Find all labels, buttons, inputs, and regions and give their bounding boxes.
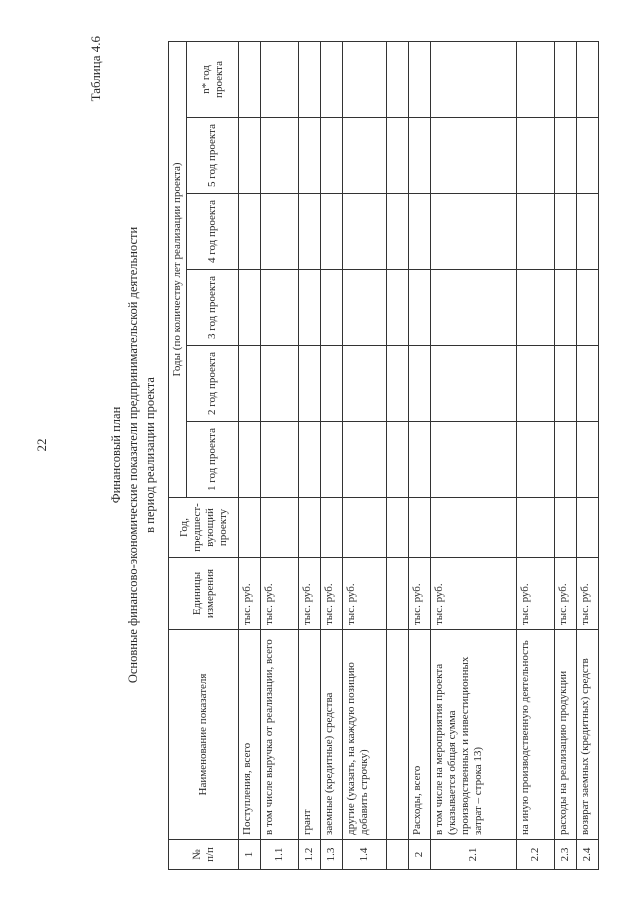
- table-row: [239, 41, 261, 869]
- row-name: в том числе на мероприятия проекта (указывается общая сумма производственных и инвестиционных затрат – строка 13): [431, 630, 517, 840]
- value-cell: [409, 346, 431, 422]
- value-cell: [409, 270, 431, 346]
- value-cell: [299, 498, 321, 558]
- value-cell: [343, 118, 387, 194]
- value-cell: [321, 422, 343, 498]
- value-cell: [239, 118, 261, 194]
- value-cell: [261, 346, 299, 422]
- table-subtitle-line-2: в период реализации проекта: [143, 377, 157, 533]
- value-cell: [299, 194, 321, 270]
- row-number: 1.3: [321, 840, 343, 870]
- value-cell: [387, 194, 409, 270]
- table-row: [517, 41, 555, 869]
- value-cell: [261, 270, 299, 346]
- row-number: 1.2: [299, 840, 321, 870]
- row-unit: тыс. руб.: [299, 558, 321, 630]
- value-cell: [299, 422, 321, 498]
- header-num: № п/п: [169, 840, 239, 870]
- value-cell: [343, 194, 387, 270]
- header-unit: Единицы измерения: [169, 558, 239, 630]
- value-cell: [577, 346, 599, 422]
- table-number: Таблица 4.6: [88, 36, 103, 102]
- value-cell: [517, 41, 555, 117]
- value-cell: [343, 422, 387, 498]
- value-cell: [431, 346, 517, 422]
- table-row: [343, 41, 387, 869]
- table-heading: [108, 30, 159, 880]
- header-year-n: n* год проекта: [187, 41, 239, 117]
- value-cell: [577, 270, 599, 346]
- table-title: Финансовый план: [109, 406, 123, 504]
- row-unit: тыс. руб.: [577, 558, 599, 630]
- row-name: заемные (кредитные) средства: [321, 630, 343, 840]
- row-name: расходы на реализацию продукции: [555, 630, 577, 840]
- value-cell: [555, 422, 577, 498]
- row-name: в том числе выручка от реализации, всего: [261, 630, 299, 840]
- value-cell: [321, 346, 343, 422]
- row-number: 2.2: [517, 840, 555, 870]
- value-cell: [343, 498, 387, 558]
- value-cell: [239, 422, 261, 498]
- value-cell: [321, 270, 343, 346]
- value-cell: [431, 270, 517, 346]
- value-cell: [409, 41, 431, 117]
- value-cell: [299, 270, 321, 346]
- row-name: на иную производственную деятельность: [517, 630, 555, 840]
- value-cell: [261, 194, 299, 270]
- row-name: [387, 630, 409, 840]
- table-row: [409, 41, 431, 869]
- value-cell: [239, 41, 261, 117]
- value-cell: [321, 118, 343, 194]
- table-row: [431, 41, 517, 869]
- row-number: [387, 840, 409, 870]
- value-cell: [321, 194, 343, 270]
- value-cell: [577, 194, 599, 270]
- row-unit: [387, 558, 409, 630]
- header-year-4: 4 год проекта: [187, 194, 239, 270]
- value-cell: [555, 498, 577, 558]
- value-cell: [517, 422, 555, 498]
- value-cell: [517, 498, 555, 558]
- header-name: Наименование показателя: [169, 630, 239, 840]
- row-name: возврат заемных (кредитных) средств: [577, 630, 599, 840]
- rotated-page-content: [70, 30, 593, 880]
- value-cell: [555, 194, 577, 270]
- value-cell: [517, 346, 555, 422]
- value-cell: [387, 118, 409, 194]
- value-cell: [577, 41, 599, 117]
- value-cell: [431, 194, 517, 270]
- row-number: 2.1: [431, 840, 517, 870]
- row-name: грант: [299, 630, 321, 840]
- value-cell: [321, 498, 343, 558]
- value-cell: [261, 498, 299, 558]
- value-cell: [555, 118, 577, 194]
- row-name: Поступления, всего: [239, 630, 261, 840]
- value-cell: [577, 118, 599, 194]
- value-cell: [409, 422, 431, 498]
- value-cell: [239, 270, 261, 346]
- value-cell: [343, 41, 387, 117]
- value-cell: [387, 270, 409, 346]
- table-row: [387, 41, 409, 869]
- value-cell: [299, 346, 321, 422]
- row-number: 1.1: [261, 840, 299, 870]
- header-prev-year: Год, предшест-вующий проекту: [169, 498, 239, 558]
- value-cell: [517, 270, 555, 346]
- value-cell: [261, 422, 299, 498]
- value-cell: [431, 118, 517, 194]
- value-cell: [387, 498, 409, 558]
- value-cell: [409, 194, 431, 270]
- value-cell: [239, 194, 261, 270]
- table-row: [321, 41, 343, 869]
- value-cell: [321, 41, 343, 117]
- row-number: 2: [409, 840, 431, 870]
- row-number: 1: [239, 840, 261, 870]
- row-number: 2.4: [577, 840, 599, 870]
- header-year-1: 1 год проекта: [187, 422, 239, 498]
- row-unit: тыс. руб.: [517, 558, 555, 630]
- row-unit: тыс. руб.: [409, 558, 431, 630]
- value-cell: [387, 346, 409, 422]
- row-number: 2.3: [555, 840, 577, 870]
- value-cell: [343, 270, 387, 346]
- row-unit: тыс. руб.: [555, 558, 577, 630]
- row-name: Расходы, всего: [409, 630, 431, 840]
- value-cell: [239, 498, 261, 558]
- financial-plan-table: [168, 41, 599, 870]
- value-cell: [431, 498, 517, 558]
- value-cell: [261, 118, 299, 194]
- value-cell: [299, 41, 321, 117]
- value-cell: [517, 194, 555, 270]
- value-cell: [577, 498, 599, 558]
- row-number: 1.4: [343, 840, 387, 870]
- table-row: [555, 41, 577, 869]
- row-unit: тыс. руб.: [239, 558, 261, 630]
- table-row: [261, 41, 299, 869]
- page-number: 22: [34, 438, 49, 452]
- header-year-3: 3 год проекта: [187, 270, 239, 346]
- row-unit: тыс. руб.: [343, 558, 387, 630]
- table-subtitle-line-1: Основные финансово-экономические показатели предпринимательской деятельности: [126, 226, 140, 684]
- row-unit: тыс. руб.: [261, 558, 299, 630]
- row-unit: тыс. руб.: [431, 558, 517, 630]
- value-cell: [431, 422, 517, 498]
- value-cell: [555, 346, 577, 422]
- value-cell: [409, 498, 431, 558]
- header-year-5: 5 год проекта: [187, 118, 239, 194]
- value-cell: [517, 118, 555, 194]
- value-cell: [577, 422, 599, 498]
- table-body: [239, 41, 599, 869]
- table-row: [299, 41, 321, 869]
- value-cell: [387, 41, 409, 117]
- value-cell: [409, 118, 431, 194]
- value-cell: [343, 346, 387, 422]
- value-cell: [239, 346, 261, 422]
- header-year-2: 2 год проекта: [187, 346, 239, 422]
- table-row: [577, 41, 599, 869]
- value-cell: [261, 41, 299, 117]
- value-cell: [555, 41, 577, 117]
- value-cell: [431, 41, 517, 117]
- row-name: другие (указать, на каждую позицию добавить строчку): [343, 630, 387, 840]
- header-years-group: Годы (по количеству лет реализации проекта): [169, 41, 187, 497]
- value-cell: [555, 270, 577, 346]
- value-cell: [387, 422, 409, 498]
- value-cell: [299, 118, 321, 194]
- row-unit: тыс. руб.: [321, 558, 343, 630]
